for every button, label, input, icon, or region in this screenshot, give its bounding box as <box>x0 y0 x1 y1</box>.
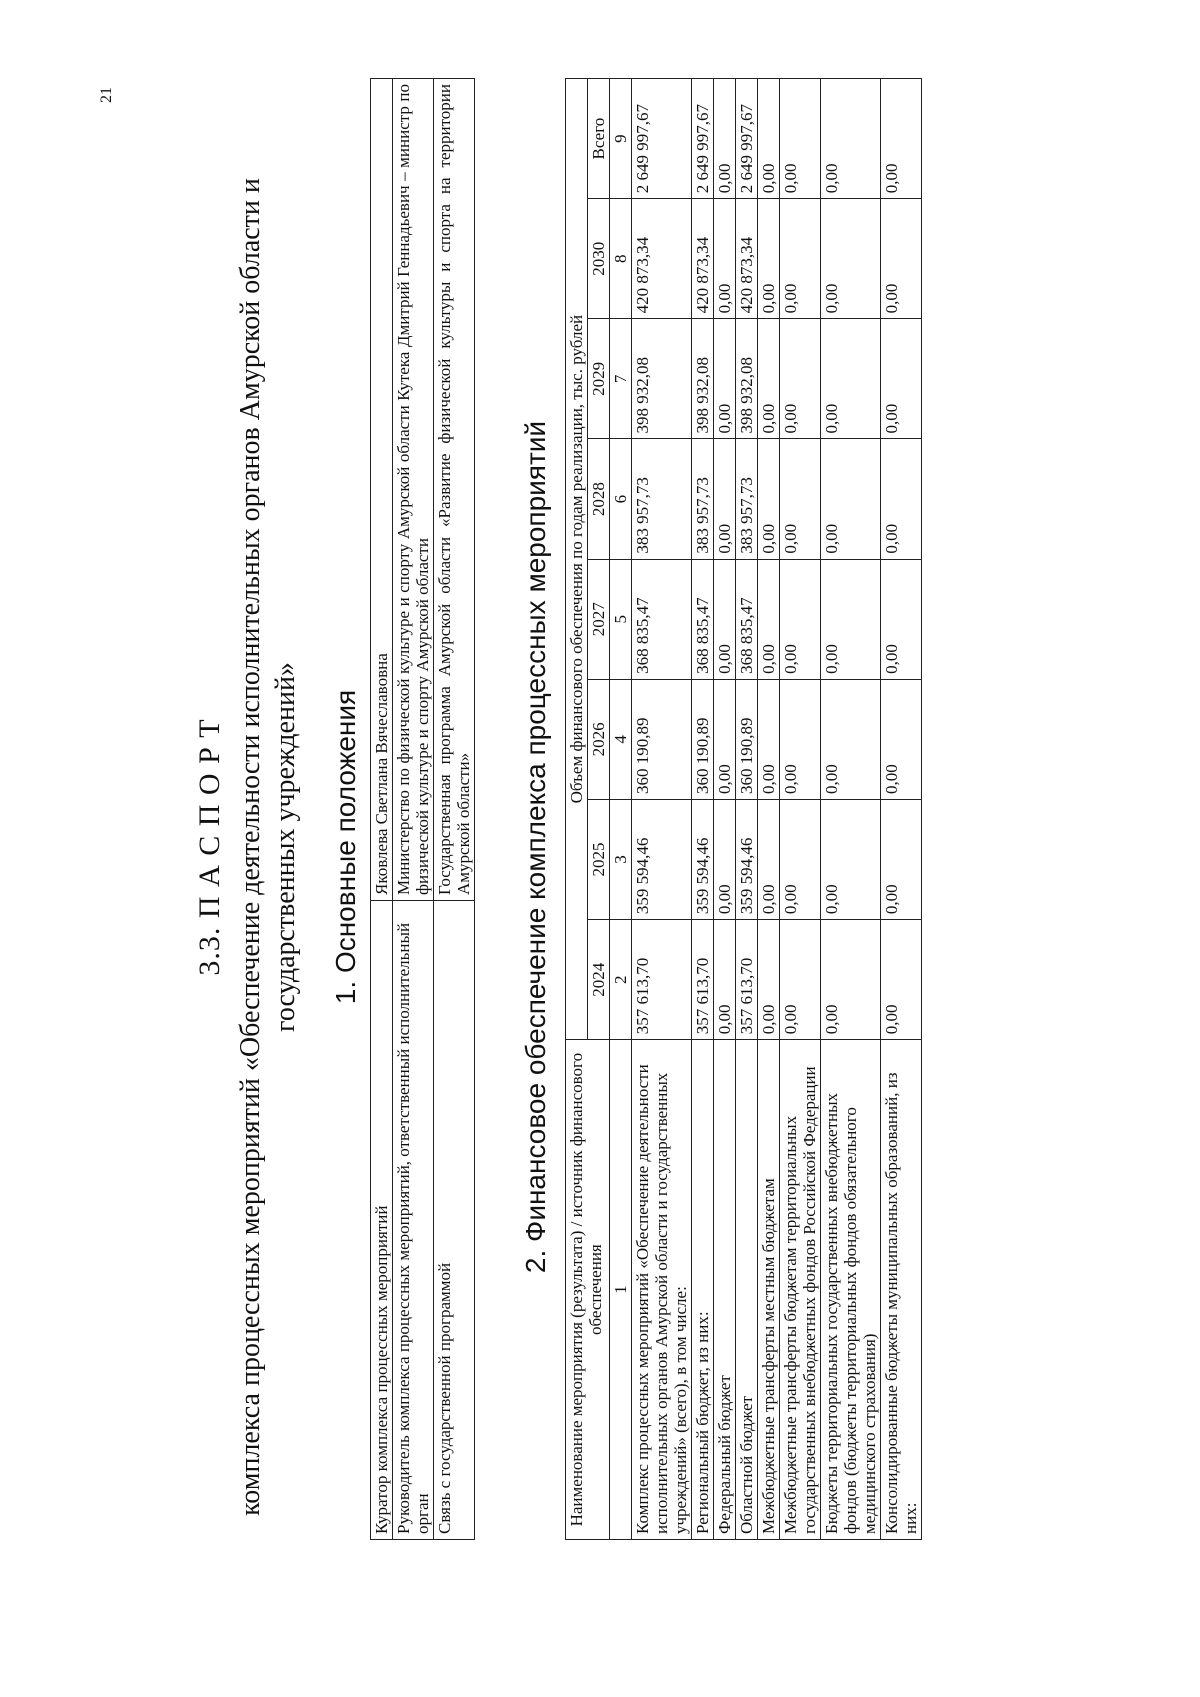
value-cell: 0,00 <box>881 79 922 199</box>
passport-subtitle-line1: комплекса процессных мероприятий «Обеспечение деятельности исполнительных органов Амурской области и <box>235 178 266 1516</box>
value-cell: 0,00 <box>881 199 922 319</box>
year-header-cell: 2029 <box>588 319 610 439</box>
value-cell: 360 190,89 <box>692 679 714 799</box>
value-cell: 0,00 <box>821 799 881 919</box>
value-cell: 0,00 <box>758 439 780 559</box>
financing-table <box>565 78 922 1540</box>
year-header-cell: Всего <box>588 79 610 199</box>
row-label: Руководитель комплекса процессных мероприятий, ответственный исполнительный орган <box>393 901 434 1540</box>
basic-provisions-table <box>370 78 475 1540</box>
column-number-cell: 7 <box>610 319 632 439</box>
header-name-cell: Наименование мероприятия (результата) / источник финансового обеспечения <box>566 1040 610 1540</box>
column-number-cell: 1 <box>610 1040 632 1540</box>
table-row <box>393 79 434 1540</box>
value-cell: 360 190,89 <box>632 679 692 799</box>
column-number-cell: 2 <box>610 920 632 1040</box>
value-cell: 0,00 <box>780 799 821 919</box>
year-header-cell: 2026 <box>588 679 610 799</box>
value-cell: 398 932,08 <box>736 319 758 439</box>
value-cell: 360 190,89 <box>736 679 758 799</box>
value-cell: 0,00 <box>821 439 881 559</box>
row-name-cell: Межбюджетные трансферты бюджетам территориальных государственных внебюджетных фондов Российской Федерации <box>780 1040 821 1540</box>
value-cell: 0,00 <box>758 319 780 439</box>
row-name-cell: Региональный бюджет, из них: <box>692 1040 714 1540</box>
value-cell: 0,00 <box>714 319 736 439</box>
row-label: Куратор комплекса процессных мероприятий <box>371 901 393 1540</box>
value-cell: 0,00 <box>758 920 780 1040</box>
value-cell: 420 873,34 <box>632 199 692 319</box>
table-row <box>780 79 821 1540</box>
table-row <box>881 79 922 1540</box>
row-name-cell: Областной бюджет <box>736 1040 758 1540</box>
year-header-cell: 2028 <box>588 439 610 559</box>
value-cell: 0,00 <box>758 559 780 679</box>
value-cell: 359 594,46 <box>736 799 758 919</box>
value-cell: 0,00 <box>758 79 780 199</box>
year-header-cell: 2027 <box>588 559 610 679</box>
row-value: Министерство по физической культуре и спорту Амурской области Кутека Дмитрий Геннадьевич – министр по физической культуре и спорту Амурской области <box>393 79 434 901</box>
value-cell: 0,00 <box>821 920 881 1040</box>
value-cell: 0,00 <box>758 799 780 919</box>
value-cell: 2 649 997,67 <box>632 79 692 199</box>
row-name-cell: Комплекс процессных мероприятий «Обеспечение деятельности исполнительных органов Амурской области и государственных учреждений» (всего), в том числе: <box>632 1040 692 1540</box>
value-cell: 0,00 <box>881 799 922 919</box>
table-row <box>714 79 736 1540</box>
table-row <box>692 79 714 1540</box>
value-cell: 368 835,47 <box>692 559 714 679</box>
year-header-cell: 2025 <box>588 799 610 919</box>
row-name-cell: Межбюджетные трансферты местным бюджетам <box>758 1040 780 1540</box>
value-cell: 0,00 <box>714 559 736 679</box>
value-cell: 0,00 <box>780 439 821 559</box>
row-value: Яковлева Светлана Вячеславовна <box>371 79 393 901</box>
column-number-cell: 5 <box>610 559 632 679</box>
column-number-cell: 6 <box>610 439 632 559</box>
value-cell: 357 613,70 <box>632 920 692 1040</box>
row-value: Государственная программа Амурской области «Развитие физической культуры и спорта на территории Амурской области» <box>434 79 475 901</box>
value-cell: 383 957,73 <box>632 439 692 559</box>
row-name-cell: Консолидированные бюджеты муниципальных образований, из них: <box>881 1040 922 1540</box>
value-cell: 0,00 <box>780 920 821 1040</box>
table-row <box>632 79 692 1540</box>
value-cell: 420 873,34 <box>692 199 714 319</box>
row-name-cell: Федеральный бюджет <box>714 1040 736 1540</box>
value-cell: 357 613,70 <box>692 920 714 1040</box>
value-cell: 0,00 <box>780 199 821 319</box>
row-name-cell: Бюджеты территориальных государственных внебюджетных фондов (бюджеты территориальных фондов обязательного медицинского страхования) <box>821 1040 881 1540</box>
section1-heading: 1. Основные положения <box>330 689 361 1005</box>
value-cell: 0,00 <box>881 920 922 1040</box>
table-row <box>371 79 393 1540</box>
value-cell: 398 932,08 <box>692 319 714 439</box>
value-cell: 0,00 <box>714 439 736 559</box>
value-cell: 0,00 <box>821 679 881 799</box>
value-cell: 0,00 <box>821 559 881 679</box>
table-row <box>434 79 475 1540</box>
value-cell: 0,00 <box>821 79 881 199</box>
column-number-cell: 3 <box>610 799 632 919</box>
value-cell: 398 932,08 <box>632 319 692 439</box>
value-cell: 368 835,47 <box>632 559 692 679</box>
value-cell: 0,00 <box>758 199 780 319</box>
column-number-cell: 4 <box>610 679 632 799</box>
value-cell: 357 613,70 <box>736 920 758 1040</box>
value-cell: 0,00 <box>780 79 821 199</box>
table-row <box>821 79 881 1540</box>
value-cell: 383 957,73 <box>692 439 714 559</box>
value-cell: 0,00 <box>714 920 736 1040</box>
header-group-cell: Объем финансового обеспечения по годам реализации, тыс. рублей <box>566 79 588 1040</box>
value-cell: 0,00 <box>780 319 821 439</box>
value-cell: 420 873,34 <box>736 199 758 319</box>
year-header-cell: 2024 <box>588 920 610 1040</box>
value-cell: 0,00 <box>881 439 922 559</box>
value-cell: 2 649 997,67 <box>736 79 758 199</box>
column-numbers-row <box>610 79 632 1540</box>
value-cell: 0,00 <box>780 559 821 679</box>
header-row <box>566 79 588 1540</box>
value-cell: 383 957,73 <box>736 439 758 559</box>
year-header-cell: 2030 <box>588 199 610 319</box>
table-row <box>736 79 758 1540</box>
value-cell: 0,00 <box>821 319 881 439</box>
value-cell: 0,00 <box>881 679 922 799</box>
value-cell: 0,00 <box>714 679 736 799</box>
page-number: 21 <box>98 87 115 103</box>
passport-subtitle-line2: государственных учреждений» <box>270 662 301 1032</box>
table-row <box>758 79 780 1540</box>
value-cell: 368 835,47 <box>736 559 758 679</box>
passport-title: 3.3. П А С П О Р Т <box>193 718 226 976</box>
value-cell: 2 649 997,67 <box>692 79 714 199</box>
value-cell: 359 594,46 <box>632 799 692 919</box>
section2-heading: 2. Финансовое обеспечение комплекса процессных мероприятий <box>520 420 551 1274</box>
value-cell: 0,00 <box>714 199 736 319</box>
value-cell: 0,00 <box>780 679 821 799</box>
value-cell: 0,00 <box>758 679 780 799</box>
value-cell: 0,00 <box>714 799 736 919</box>
row-label: Связь с государственной программой <box>434 901 475 1540</box>
column-number-cell: 9 <box>610 79 632 199</box>
column-number-cell: 8 <box>610 199 632 319</box>
value-cell: 0,00 <box>714 79 736 199</box>
value-cell: 0,00 <box>881 319 922 439</box>
value-cell: 0,00 <box>821 199 881 319</box>
value-cell: 359 594,46 <box>692 799 714 919</box>
value-cell: 0,00 <box>881 559 922 679</box>
